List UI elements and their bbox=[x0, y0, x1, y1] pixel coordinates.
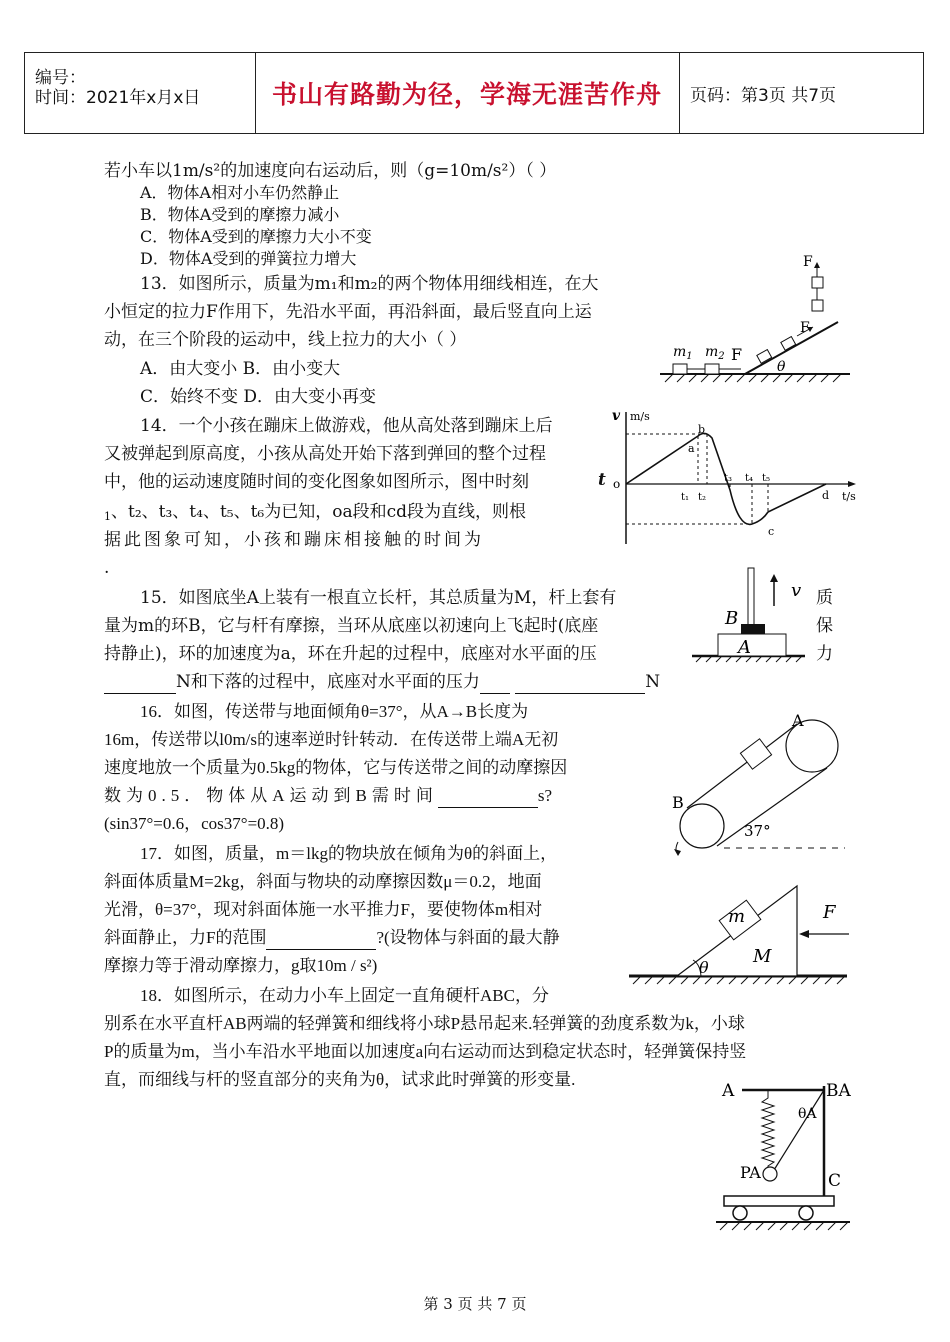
fig18-a: A bbox=[722, 1081, 735, 1101]
q17-figure bbox=[625, 880, 855, 992]
q13-line-1: 13．如图所示，质量为m₁和m₂的两个物体用细线相连，在大 bbox=[140, 274, 599, 294]
base-a bbox=[718, 634, 786, 656]
fig15-b: B bbox=[725, 608, 739, 629]
block-m2 bbox=[705, 364, 719, 374]
q14-line-3: 中，他的运动速度随时间的变化图象如图所示，图中时刻 bbox=[104, 472, 529, 492]
graph-o: o bbox=[613, 477, 621, 491]
fig13-m1-sub: 1 bbox=[686, 351, 693, 362]
q15-line-1: 15．如图底坐A上装有一根直立长杆，其总质量为M，杆上套有 bbox=[140, 588, 617, 608]
q14-t-italic: t bbox=[598, 470, 606, 490]
q15-line-3: 持静止)，环的加速度为a，环在升起的过程中，底座对水平面的压 bbox=[104, 644, 597, 664]
graph-t1: t₁ bbox=[681, 492, 690, 503]
page-header bbox=[24, 52, 924, 134]
q18-cart-figure bbox=[712, 1072, 862, 1244]
fig13-m2-sub: 2 bbox=[718, 351, 725, 362]
q17-line-5: 摩擦力等于滑动摩擦力，g取10m / s²) bbox=[104, 956, 378, 975]
q16-line-1: 16．如图，传送带与地面倾角θ=37°，从A→B长度为 bbox=[140, 702, 529, 721]
page-footer: 第 3 页 共 7 页 bbox=[423, 1295, 527, 1313]
q14-line-6: . bbox=[104, 558, 110, 578]
graph-t4: t₄ bbox=[745, 473, 754, 484]
fig15-v: v bbox=[791, 580, 802, 601]
q15-line-4b: N bbox=[645, 672, 661, 692]
fig15-a: A bbox=[738, 637, 751, 658]
q18-line-4: 直，而细线与杆的竖直部分的夹角为θ，试求此时弹簧的形变量. bbox=[104, 1070, 576, 1089]
page-info: 页码：第3页 共7页 bbox=[690, 85, 837, 106]
q13-figure bbox=[655, 250, 855, 385]
q12-option-a: A．物体A相对小车仍然静止 bbox=[140, 183, 340, 202]
q18-line-2: 别系在水平直杆AB两端的轻弹簧和细线将小球P悬吊起来.轻弹簧的劲度系数为k，小球 bbox=[104, 1014, 745, 1033]
svg-text:m2 bbox=[705, 344, 725, 362]
svg-text:m1 bbox=[673, 344, 693, 362]
motto: 书山有路勤为径，学海无涯苦作舟 bbox=[271, 80, 662, 109]
fig18-pa: PA bbox=[740, 1163, 761, 1182]
fig17-m: m bbox=[728, 906, 746, 927]
fig13-m2: m bbox=[705, 344, 719, 360]
fig13-theta: θ bbox=[777, 359, 786, 375]
q18-line-3: P的质量为m，当小车沿水平地面以加速度a向右运动而达到稳定状态时，轻弹簧保持竖 bbox=[104, 1042, 747, 1061]
q16-line-5: (sin37°=0.6，cos37°=0.8) bbox=[104, 814, 285, 833]
q13-line-2: 小恒定的拉力F作用下，先沿水平面，再沿斜面，最后竖直向上运 bbox=[104, 302, 592, 322]
q17-line-4b: ?(设物体与斜面的最大静 bbox=[376, 928, 560, 947]
fig18-c: C bbox=[828, 1171, 842, 1191]
graph-c: c bbox=[768, 525, 775, 538]
q15-side-3: 力 bbox=[816, 644, 833, 664]
fig17-f: F bbox=[823, 902, 836, 923]
time-label: 时间：2021年x月x日 bbox=[35, 88, 201, 108]
q17-line-3: 光滑，θ=37°，现对斜面体施一水平推力F，要使物体m相对 bbox=[104, 900, 543, 919]
graph-unit: m/s bbox=[630, 410, 650, 423]
graph-v: v bbox=[612, 408, 621, 424]
graph-t5: t₅ bbox=[762, 473, 771, 484]
q17-line-1: 17．如图，质量，m＝lkg的物块放在倾角为θ的斜面上， bbox=[140, 844, 558, 863]
q12-option-c: C．物体A受到的摩擦力大小不变 bbox=[140, 227, 372, 246]
q15-figure bbox=[690, 562, 810, 664]
q12-option-b: B．物体A受到的摩擦力减小 bbox=[140, 205, 340, 224]
fig13-f-slope: F bbox=[800, 320, 810, 336]
fig17-big-m: M bbox=[753, 946, 772, 967]
q15-line-2: 量为m的环B，它与杆有摩擦，当环从底座以初速向上飞起时(底座 bbox=[104, 616, 599, 636]
fig16-b: B bbox=[672, 793, 684, 812]
number-label: 编号： bbox=[35, 68, 86, 88]
graph-t3: t₃ bbox=[724, 473, 733, 484]
q18-line-1: 18．如图所示，在动力小车上固定一直角硬杆ABC，分 bbox=[140, 986, 549, 1005]
q14-vt-graph bbox=[612, 408, 874, 548]
graph-t-axis: t/s bbox=[842, 490, 856, 503]
ring-b bbox=[741, 624, 765, 634]
q16-conveyor-figure bbox=[660, 708, 850, 858]
graph-t2: t₂ bbox=[698, 492, 707, 503]
q17-line-2: 斜面体质量M=2kg，斜面与物块的动摩擦因数μ＝0.2，地面 bbox=[104, 872, 542, 891]
q13-line-3: 动，在三个阶段的运动中，线上拉力的大小（ ） bbox=[104, 330, 467, 350]
q13-options-cd: C．始终不变 D．由大变小再变 bbox=[140, 387, 377, 407]
graph-b: b bbox=[698, 423, 706, 436]
header-motto-cell bbox=[255, 53, 680, 133]
q16-line-4a: 数为0.5．物体从A运动到B需时间 bbox=[104, 786, 438, 805]
q12-stem: 若小车以1m/s²的加速度向右运动后，则（g=10m/s²）（ ） bbox=[104, 161, 557, 181]
fig16-angle: 37° bbox=[744, 822, 771, 840]
q13-options-ab: A．由大变小 B．由小变大 bbox=[140, 359, 341, 379]
q15-side-1: 质 bbox=[816, 588, 833, 608]
q16-line-4b: s? bbox=[537, 786, 553, 805]
q15-side-2: 保 bbox=[816, 616, 833, 636]
header-meta-cell bbox=[25, 53, 256, 133]
q14-line-1: 14．一个小孩在蹦床上做游戏，他从高处落到蹦床上后 bbox=[140, 416, 553, 436]
q12-option-d: D．物体A受到的弹簧拉力增大 bbox=[140, 249, 357, 268]
q15-line-4a: N和下落的过程中，底座对水平面的压力 bbox=[176, 672, 480, 692]
fig18-ba: BA bbox=[826, 1081, 851, 1101]
fig16-a: A bbox=[792, 711, 804, 730]
q14-line-4: 、t₂、t₃、t₄、t₅、t₆为已知，oa段和cd段为直线，则根 bbox=[111, 502, 527, 522]
q17-line-4a: 斜面静止，力F的范围 bbox=[104, 928, 267, 947]
q16-line-2: 16m，传送带以l0m/s的速率逆时针转动．在传送带上端A无初 bbox=[104, 730, 559, 749]
fig13-f-top: F bbox=[803, 254, 813, 270]
graph-d: d bbox=[822, 489, 830, 502]
graph-a: a bbox=[688, 442, 695, 455]
ball-p bbox=[763, 1167, 777, 1181]
fig17-theta: θ bbox=[699, 958, 709, 977]
fig18-theta-a: θA bbox=[798, 1106, 817, 1122]
q16-block bbox=[740, 739, 771, 769]
q14-line-5: 据此图象可知，小孩和蹦床相接触的时间为 bbox=[104, 530, 484, 550]
q14-line-2: 又被弹起到原高度，小孩从高处开始下落到弹回的整个过程 bbox=[104, 444, 546, 464]
fig13-f-horiz: F bbox=[731, 345, 743, 364]
fig13-m1: m bbox=[673, 344, 687, 360]
q14-sub-1: 1 bbox=[104, 510, 111, 523]
header-page-cell bbox=[680, 53, 923, 133]
block-m1 bbox=[673, 364, 687, 374]
q16-line-3: 速度地放一个质量为0.5kg的物体，它与传送带之间的动摩擦因 bbox=[104, 758, 568, 777]
